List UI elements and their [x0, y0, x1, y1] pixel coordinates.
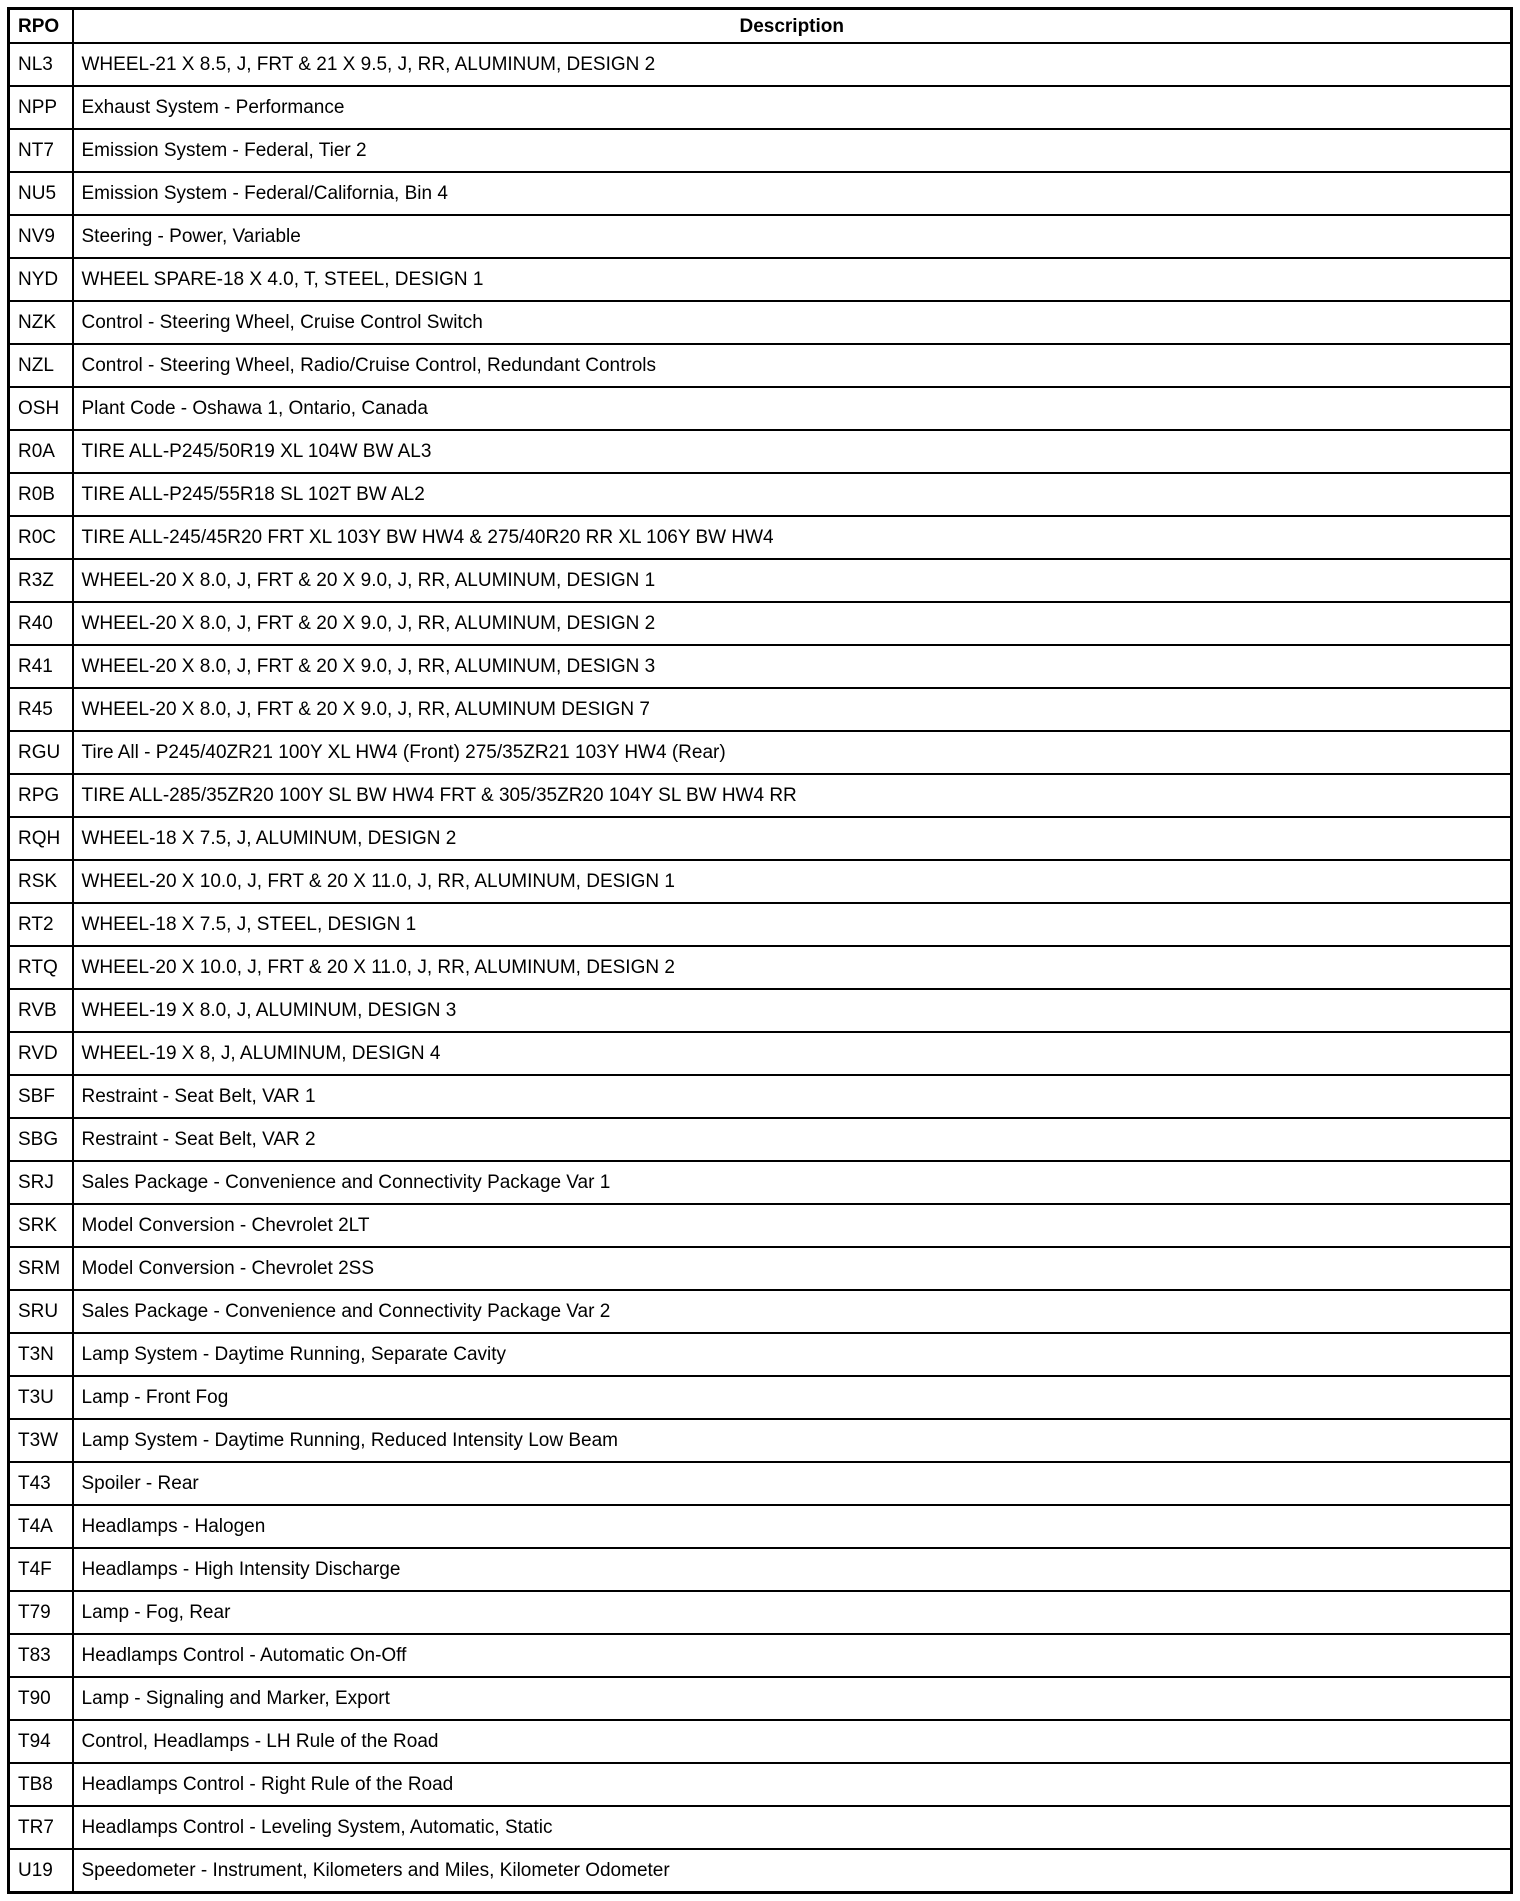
table-row	[9, 989, 1512, 1032]
table-row	[9, 387, 1512, 430]
description-cell: WHEEL-20 X 8.0, J, FRT & 20 X 9.0, J, RR, ALUMINUM DESIGN 7	[73, 688, 1512, 731]
header-row	[9, 9, 1512, 44]
rpo-code-cell: RVB	[9, 989, 73, 1032]
table-row	[9, 43, 1512, 86]
rpo-code-cell: R45	[9, 688, 73, 731]
description-cell: Restraint - Seat Belt, VAR 1	[73, 1075, 1512, 1118]
rpo-code-cell: OSH	[9, 387, 73, 430]
table-row	[9, 301, 1512, 344]
rpo-code-cell: NZK	[9, 301, 73, 344]
description-cell: Model Conversion - Chevrolet 2LT	[73, 1204, 1512, 1247]
description-cell: Plant Code - Oshawa 1, Ontario, Canada	[73, 387, 1512, 430]
table-row	[9, 1161, 1512, 1204]
table-row	[9, 1204, 1512, 1247]
rpo-code-cell: SRU	[9, 1290, 73, 1333]
rpo-code-cell: RVD	[9, 1032, 73, 1075]
rpo-code-cell: T90	[9, 1677, 73, 1720]
rpo-code-cell: RQH	[9, 817, 73, 860]
rpo-code-cell: TB8	[9, 1763, 73, 1806]
table-row	[9, 1333, 1512, 1376]
rpo-code-cell: NL3	[9, 43, 73, 86]
table-row	[9, 215, 1512, 258]
rpo-code-cell: NT7	[9, 129, 73, 172]
rpo-code-cell: TR7	[9, 1806, 73, 1849]
description-cell: Emission System - Federal, Tier 2	[73, 129, 1512, 172]
rpo-code-cell: NPP	[9, 86, 73, 129]
rpo-code-cell: T79	[9, 1591, 73, 1634]
description-cell: TIRE ALL-245/45R20 FRT XL 103Y BW HW4 & 275/40R20 RR XL 106Y BW HW4	[73, 516, 1512, 559]
table-row	[9, 1806, 1512, 1849]
rpo-code-cell: T3W	[9, 1419, 73, 1462]
description-cell: WHEEL-20 X 8.0, J, FRT & 20 X 9.0, J, RR, ALUMINUM, DESIGN 3	[73, 645, 1512, 688]
rpo-code-cell: T94	[9, 1720, 73, 1763]
rpo-code-cell: T4A	[9, 1505, 73, 1548]
rpo-code-cell: U19	[9, 1849, 73, 1893]
table-row	[9, 1720, 1512, 1763]
description-cell: Control - Steering Wheel, Radio/Cruise Control, Redundant Controls	[73, 344, 1512, 387]
table-row	[9, 559, 1512, 602]
rpo-code-cell: R0A	[9, 430, 73, 473]
description-cell: WHEEL-20 X 10.0, J, FRT & 20 X 11.0, J, RR, ALUMINUM, DESIGN 2	[73, 946, 1512, 989]
table-row	[9, 946, 1512, 989]
rpo-code-cell: NU5	[9, 172, 73, 215]
description-cell: WHEEL-20 X 8.0, J, FRT & 20 X 9.0, J, RR, ALUMINUM, DESIGN 2	[73, 602, 1512, 645]
description-cell: WHEEL-18 X 7.5, J, STEEL, DESIGN 1	[73, 903, 1512, 946]
rpo-code-cell: RTQ	[9, 946, 73, 989]
table-row	[9, 1419, 1512, 1462]
description-cell: Tire All - P245/40ZR21 100Y XL HW4 (Front) 275/35ZR21 103Y HW4 (Rear)	[73, 731, 1512, 774]
description-cell: Lamp - Fog, Rear	[73, 1591, 1512, 1634]
table-row	[9, 516, 1512, 559]
description-cell: TIRE ALL-P245/50R19 XL 104W BW AL3	[73, 430, 1512, 473]
table-row	[9, 473, 1512, 516]
table-row	[9, 344, 1512, 387]
rpo-code-cell: RT2	[9, 903, 73, 946]
table-row	[9, 1290, 1512, 1333]
table-row	[9, 1505, 1512, 1548]
rpo-code-cell: T4F	[9, 1548, 73, 1591]
description-cell: Headlamps Control - Automatic On-Off	[73, 1634, 1512, 1677]
rpo-code-cell: R3Z	[9, 559, 73, 602]
table-row	[9, 258, 1512, 301]
rpo-code-cell: RGU	[9, 731, 73, 774]
table-row	[9, 430, 1512, 473]
rpo-code-cell: T3N	[9, 1333, 73, 1376]
rpo-code-cell: SBG	[9, 1118, 73, 1161]
description-cell: Control - Steering Wheel, Cruise Control Switch	[73, 301, 1512, 344]
table-row	[9, 903, 1512, 946]
description-cell: WHEEL-20 X 8.0, J, FRT & 20 X 9.0, J, RR, ALUMINUM, DESIGN 1	[73, 559, 1512, 602]
description-cell: Headlamps - Halogen	[73, 1505, 1512, 1548]
table-body	[9, 43, 1512, 1893]
description-cell: WHEEL SPARE-18 X 4.0, T, STEEL, DESIGN 1	[73, 258, 1512, 301]
table-row	[9, 1462, 1512, 1505]
description-cell: WHEEL-20 X 10.0, J, FRT & 20 X 11.0, J, RR, ALUMINUM, DESIGN 1	[73, 860, 1512, 903]
table-row	[9, 1032, 1512, 1075]
description-cell: Lamp System - Daytime Running, Reduced Intensity Low Beam	[73, 1419, 1512, 1462]
table-row	[9, 172, 1512, 215]
description-cell: Spoiler - Rear	[73, 1462, 1512, 1505]
table-row	[9, 602, 1512, 645]
table-row	[9, 860, 1512, 903]
description-cell: Speedometer - Instrument, Kilometers and Miles, Kilometer Odometer	[73, 1849, 1512, 1893]
description-cell: TIRE ALL-P245/55R18 SL 102T BW AL2	[73, 473, 1512, 516]
table-row	[9, 1763, 1512, 1806]
description-column-header: Description	[73, 9, 1512, 44]
rpo-code-cell: T43	[9, 1462, 73, 1505]
description-cell: Model Conversion - Chevrolet 2SS	[73, 1247, 1512, 1290]
table-row	[9, 1548, 1512, 1591]
table-row	[9, 1247, 1512, 1290]
table-row	[9, 1075, 1512, 1118]
table-row	[9, 1376, 1512, 1419]
table-row	[9, 86, 1512, 129]
description-cell: Lamp System - Daytime Running, Separate Cavity	[73, 1333, 1512, 1376]
rpo-code-cell: SRK	[9, 1204, 73, 1247]
table-row	[9, 645, 1512, 688]
description-cell: Lamp - Signaling and Marker, Export	[73, 1677, 1512, 1720]
rpo-code-cell: R0B	[9, 473, 73, 516]
description-cell: WHEEL-19 X 8, J, ALUMINUM, DESIGN 4	[73, 1032, 1512, 1075]
rpo-code-cell: T83	[9, 1634, 73, 1677]
rpo-code-cell: SRM	[9, 1247, 73, 1290]
description-cell: Exhaust System - Performance	[73, 86, 1512, 129]
description-cell: Emission System - Federal/California, Bin 4	[73, 172, 1512, 215]
table-row	[9, 1849, 1512, 1893]
table-row	[9, 1634, 1512, 1677]
rpo-code-table	[7, 7, 1513, 1894]
table-row	[9, 1591, 1512, 1634]
table-row	[9, 817, 1512, 860]
description-cell: Steering - Power, Variable	[73, 215, 1512, 258]
rpo-code-cell: NZL	[9, 344, 73, 387]
description-cell: Headlamps Control - Leveling System, Automatic, Static	[73, 1806, 1512, 1849]
description-cell: Headlamps Control - Right Rule of the Road	[73, 1763, 1512, 1806]
table-row	[9, 688, 1512, 731]
rpo-code-cell: R41	[9, 645, 73, 688]
description-cell: WHEEL-19 X 8.0, J, ALUMINUM, DESIGN 3	[73, 989, 1512, 1032]
table-row	[9, 1118, 1512, 1161]
rpo-code-cell: SBF	[9, 1075, 73, 1118]
table-row	[9, 1677, 1512, 1720]
description-cell: Restraint - Seat Belt, VAR 2	[73, 1118, 1512, 1161]
description-cell: Lamp - Front Fog	[73, 1376, 1512, 1419]
description-cell: Control, Headlamps - LH Rule of the Road	[73, 1720, 1512, 1763]
rpo-column-header: RPO	[9, 9, 73, 44]
rpo-code-cell: RPG	[9, 774, 73, 817]
rpo-code-cell: T3U	[9, 1376, 73, 1419]
description-cell: WHEEL-18 X 7.5, J, ALUMINUM, DESIGN 2	[73, 817, 1512, 860]
rpo-code-cell: R40	[9, 602, 73, 645]
table-row	[9, 129, 1512, 172]
description-cell: Sales Package - Convenience and Connectivity Package Var 2	[73, 1290, 1512, 1333]
rpo-code-cell: NYD	[9, 258, 73, 301]
description-cell: TIRE ALL-285/35ZR20 100Y SL BW HW4 FRT & 305/35ZR20 104Y SL BW HW4 RR	[73, 774, 1512, 817]
rpo-code-cell: RSK	[9, 860, 73, 903]
table-row	[9, 774, 1512, 817]
rpo-code-cell: NV9	[9, 215, 73, 258]
description-cell: Headlamps - High Intensity Discharge	[73, 1548, 1512, 1591]
description-cell: WHEEL-21 X 8.5, J, FRT & 21 X 9.5, J, RR, ALUMINUM, DESIGN 2	[73, 43, 1512, 86]
description-cell: Sales Package - Convenience and Connectivity Package Var 1	[73, 1161, 1512, 1204]
rpo-code-cell: SRJ	[9, 1161, 73, 1204]
table-row	[9, 731, 1512, 774]
rpo-code-cell: R0C	[9, 516, 73, 559]
